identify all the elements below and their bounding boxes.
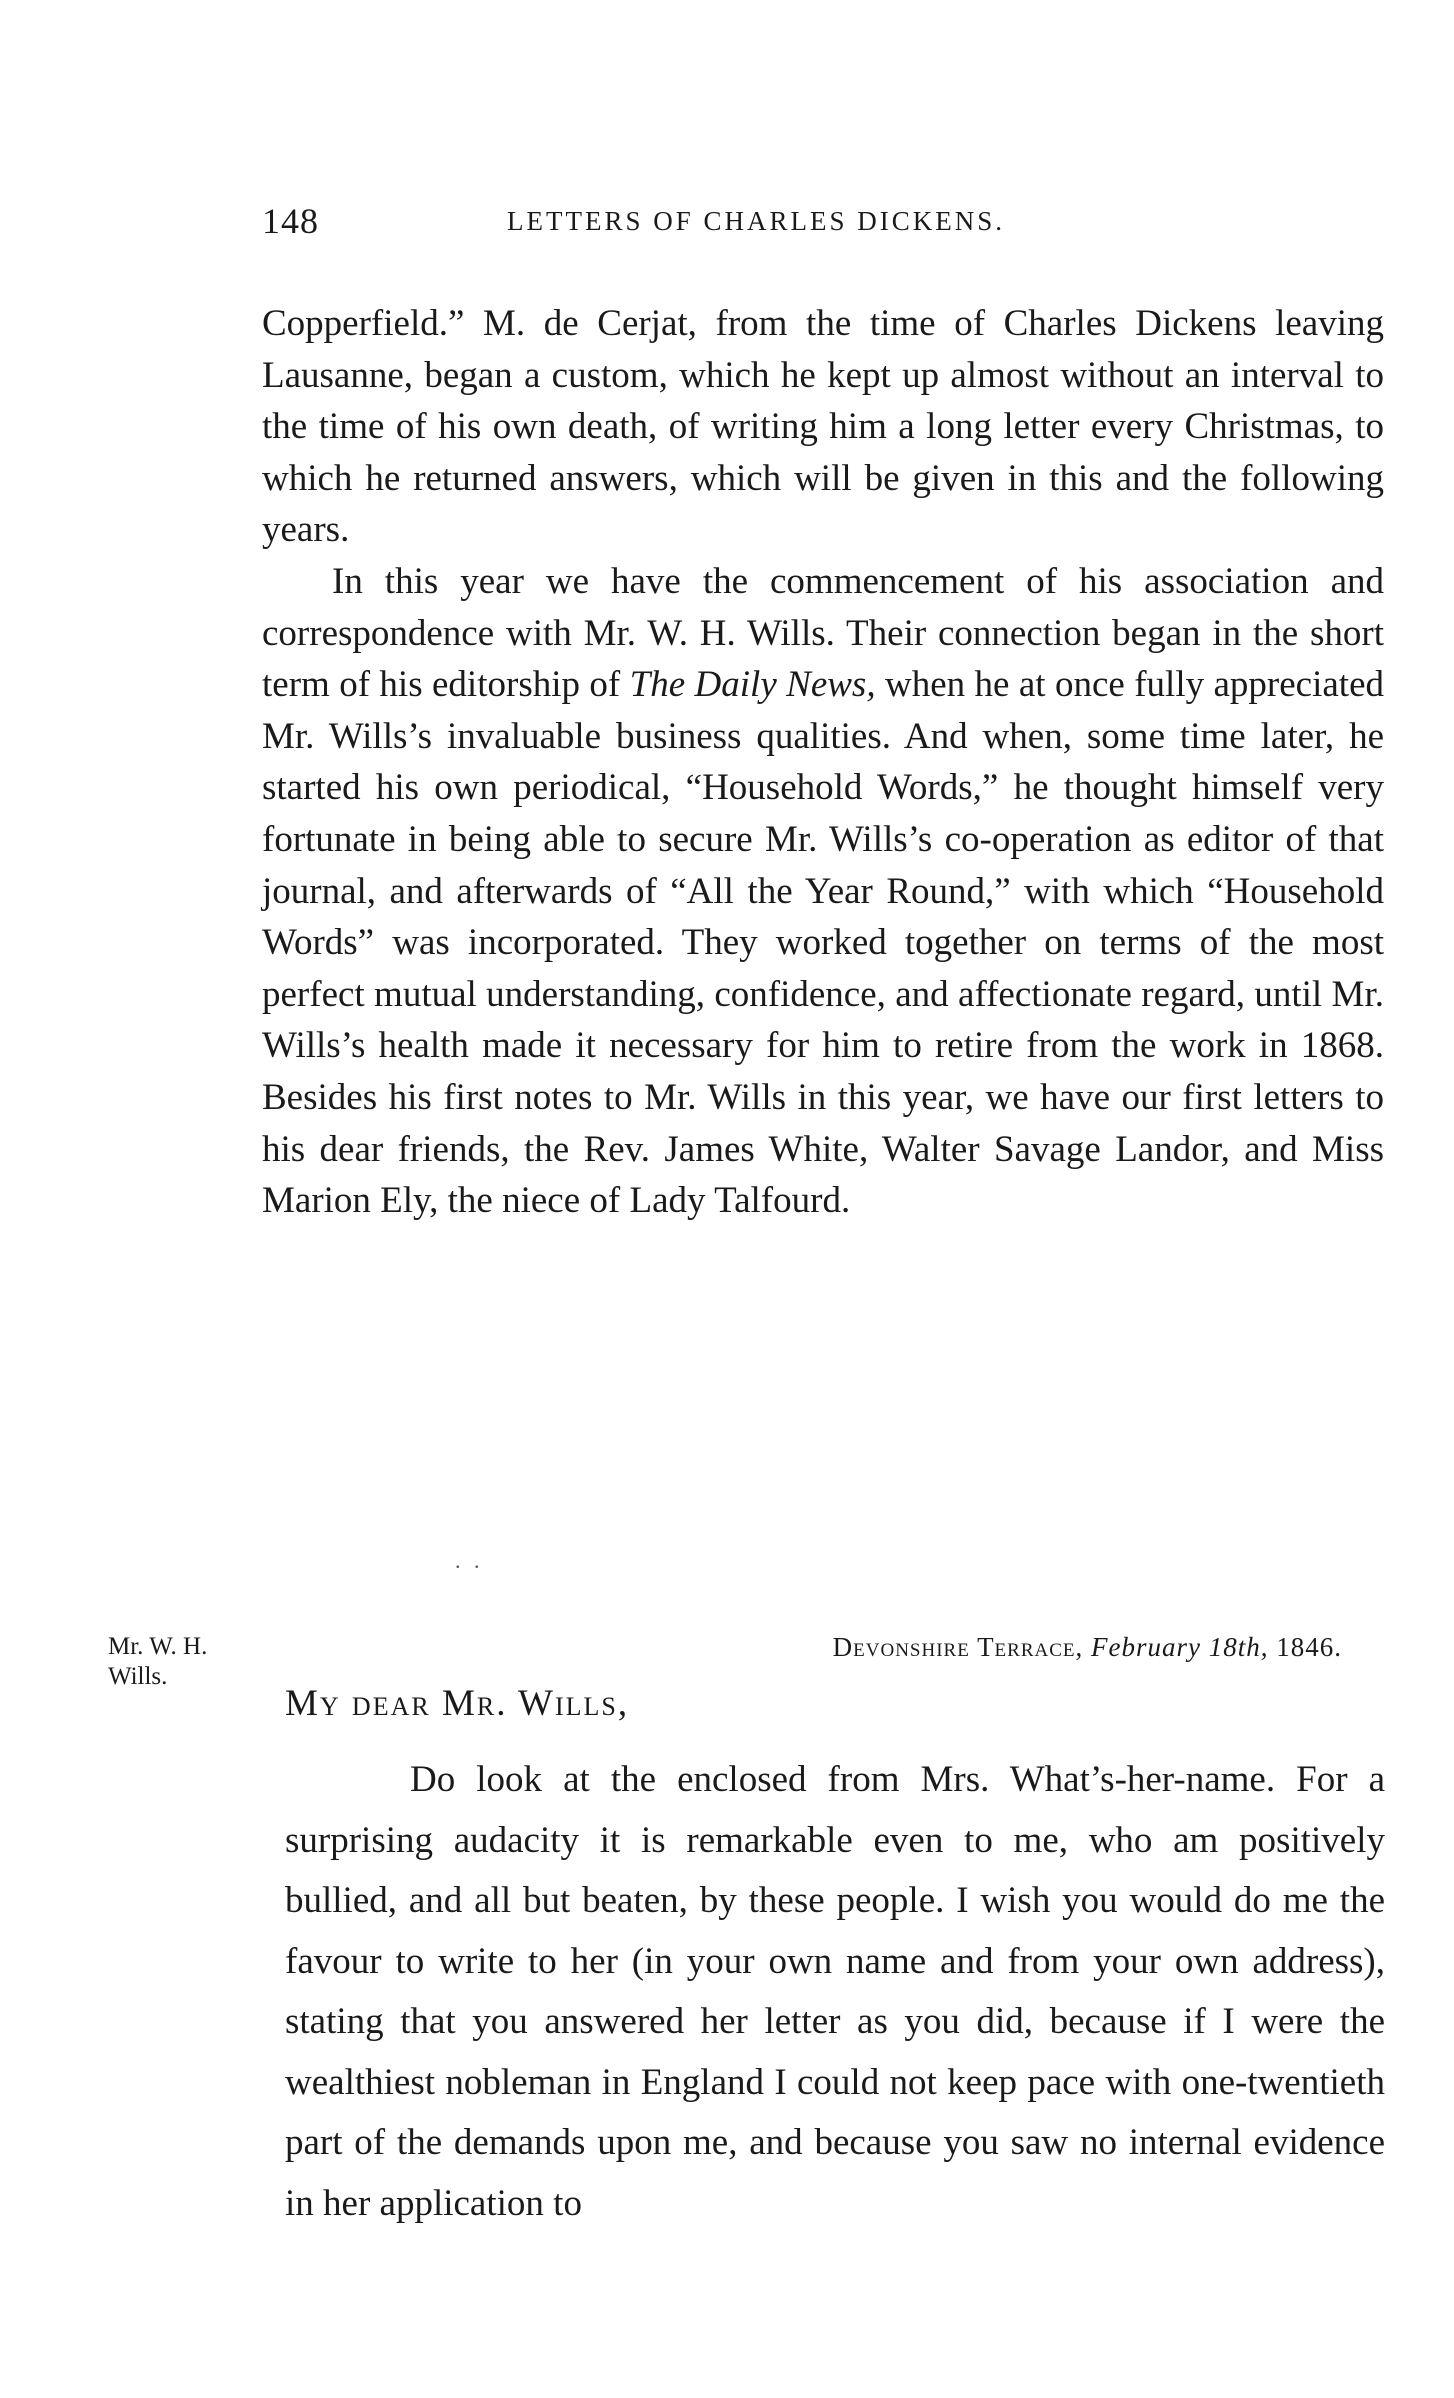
section-ornament: . . [455, 1548, 484, 1573]
running-head [262, 200, 1392, 250]
paragraph-1: Copperfield.” M. de Cerjat, from the time of Charles Dickens leaving Lausanne, began a custom, which he kept up almost without an interval to the time of his own death, of writing him a long letter every Christmas, to which he returned answers, which will be given in this and the following years. [262, 303, 1384, 551]
paragraph-2-part-b: when he at once fully appreciated Mr. Wills’s invaluable business qualities. And when, some time later, he started his own periodical, “Household Words,” he thought himself very fortunate in being able to secure Mr. Wills’s co-operation as editor of that journal, and afterwards of “All the Year Round,” with which “Household Words” was incorporated. They worked together on terms of the most perfect mutual understanding, confidence, and affectionate regard, until Mr. Wills’s health made it necessary for him to retire from the work in 1868. Besides his first notes to Mr. Wills in this year, we have our first letters to his dear friends, the Rev. James White, Walter Savage Landor, and Miss Marion Ely, the niece of Lady Talfourd. [262, 664, 1385, 1222]
dateline-year: 1846. [1276, 1632, 1342, 1662]
page-number: 148 [262, 201, 319, 241]
paragraph-2 [262, 556, 1384, 1227]
letter-body [285, 1750, 1385, 2234]
paragraph-2-part-a: In this year we have the commencement of his association and correspondence with Mr. W. H. Wills. Their connection began in the short term of his editorship of [262, 560, 1384, 706]
body-text [262, 298, 1384, 1227]
running-title: LETTERS OF CHARLES DICKENS. [507, 206, 1006, 236]
margin-note-line-1: Mr. W. H. [108, 1633, 208, 1660]
margin-note-line-2: Wills. [108, 1663, 168, 1690]
letter-salutation: My dear Mr. Wills, [285, 1683, 630, 1724]
letter-dateline [833, 1632, 1342, 1663]
dateline-date: February 18th, [1091, 1632, 1269, 1662]
newspaper-title: The Daily News, [629, 664, 876, 706]
margin-note [108, 1632, 258, 1692]
letter-paragraph: Do look at the enclosed from Mrs. What’s-her-name. For a surprising audacity it is remarkable even to me, who am positively bullied, and all but beaten, by these people. I wish you would do me the favour to write to her (in your own name and from your own address), stating that you answered her letter as you did, because if I were the wealthiest nobleman in England I could not keep pace with one-twentieth part of the demands upon me, and because you saw no internal evidence in her application to [285, 1759, 1385, 2224]
dateline-place: Devonshire Terrace, [832, 1632, 1084, 1662]
